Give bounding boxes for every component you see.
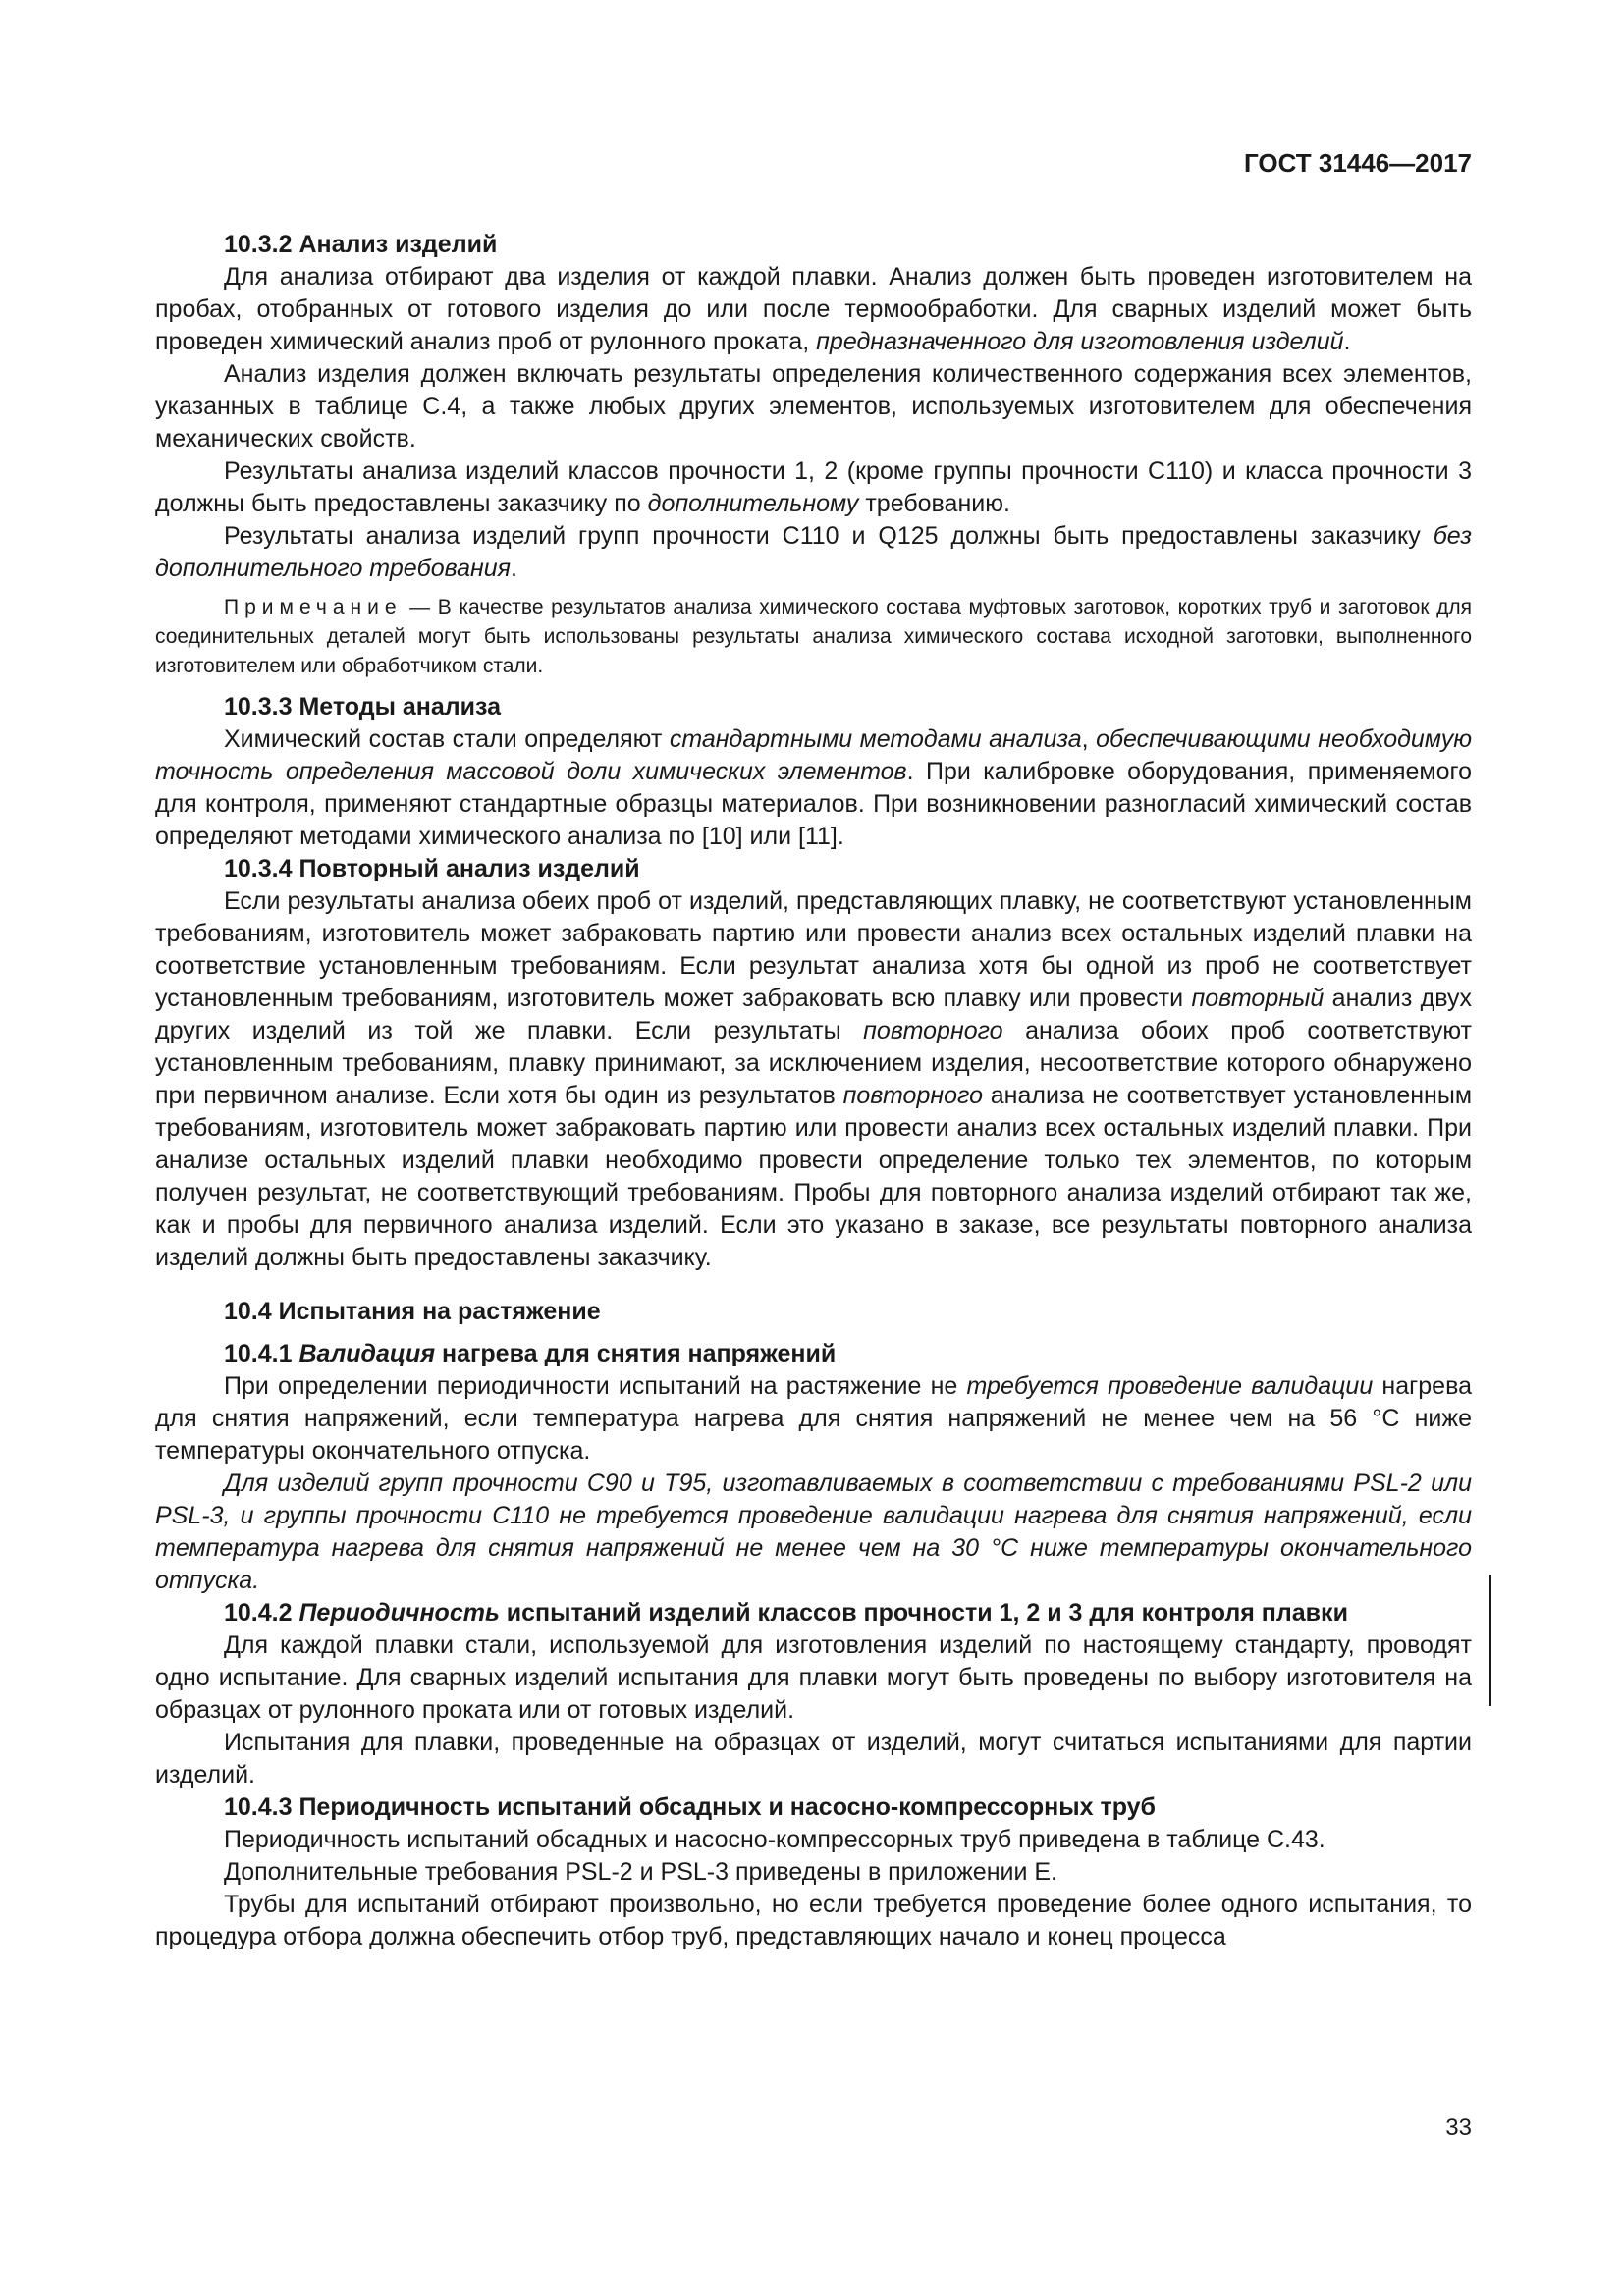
- paragraph-italic: Для изделий групп прочности С90 и Т95, изготавливаемых в соответствии с требованиями PSL-2 или PSL-3, и группы прочности С110 не требуется проведение валидации нагрева для снятия напряжений, если температура нагрева для снятия напряжений не менее чем на 30 °С ниже температуры окончательного отпуска.: [155, 1469, 1472, 1594]
- paragraph: Результаты анализа изделий классов прочности 1, 2 (кроме группы прочности С110) и класса прочности 3 должны быть предоставлены заказчику по дополнительному требованию.: [155, 457, 1472, 517]
- section-heading-10-3-2: 10.3.2 Анализ изделий: [224, 231, 498, 258]
- section-heading-10-4-3: 10.4.3 Периодичность испытаний обсадных и насосно-компрессорных труб: [224, 1793, 1156, 1821]
- paragraph: Анализ изделия должен включать результаты определения количественного содержания всех элементов, указанных в таблице С.4, а также любых других элементов, используемых изготовителем для обеспечения механических свойств.: [155, 360, 1472, 453]
- paragraph: Дополнительные требования PSL-2 и PSL-3 приведены в приложении Е.: [224, 1858, 1057, 1886]
- note: Примечание — В качестве результатов анализа химического состава муфтовых заготовок, коротких труб и заготовок для соединительных деталей могут быть использованы результаты анализа химического состава исходной заготовки, выполненного изготовителем или обработчиком стали.: [155, 596, 1472, 677]
- paragraph: Испытания для плавки, проведенные на образцах от изделий, могут считаться испытаниями для партии изделий.: [155, 1729, 1472, 1789]
- paragraph: При определении периодичности испытаний на растяжение не требуется проведение валидации нагрева для снятия напряжений, если температура нагрева для снятия напряжений не менее чем на 56 °С ниже температуры окончательного отпуска.: [155, 1372, 1472, 1465]
- standard-code: ГОСТ 31446—2017: [1244, 148, 1472, 178]
- paragraph: Трубы для испытаний отбирают произвольно, но если требуется проведение более одного испытания, то процедура отбора должна обеспечить отбор труб, представляющих начало и конец процесса: [155, 1891, 1472, 1950]
- paragraph: Для каждой плавки стали, используемой для изготовления изделий по настоящему стандарту, проводят одно испытание. Для сварных изделий испытания для плавки могут быть проведены по выбору изготовителя на образцах от рулонного проката или от готовых изделий.: [155, 1631, 1472, 1724]
- paragraph: Химический состав стали определяют стандартными методами анализа, обеспечивающими необходимую точность определения массовой доли химических элементов. При калибровке оборудования, применяемого для контроля, применяют стандартные образцы материалов. При возникновении разногласий химический состав определяют методами химического анализа по [10] или [11].: [155, 725, 1472, 850]
- section-heading-10-4-2: 10.4.2 Периодичность испытаний изделий классов прочности 1, 2 и 3 для контроля плавки: [224, 1599, 1348, 1627]
- section-heading-10-3-4: 10.3.4 Повторный анализ изделий: [224, 855, 640, 882]
- paragraph: Для анализа отбирают два изделия от каждой плавки. Анализ должен быть проведен изготовителем на пробах, отобранных от готового изделия до или после термообработки. Для сварных изделий может быть проведен химический анализ проб от рулонного проката, предназначенного для изготовления изделий.: [155, 263, 1472, 355]
- page-number: 33: [1445, 2114, 1472, 2141]
- note-label: Примечание: [224, 596, 403, 618]
- paragraph: Результаты анализа изделий групп прочности С110 и Q125 должны быть предоставлены заказчику без дополнительного требования.: [155, 522, 1472, 582]
- section-heading-10-3-3: 10.3.3 Методы анализа: [224, 693, 502, 721]
- change-bar: [1489, 1575, 1491, 1706]
- document-body: [155, 229, 1472, 1953]
- section-heading-10-4-1: 10.4.1 Валидация нагрева для снятия напряжений: [224, 1340, 837, 1367]
- paragraph: Если результаты анализа обеих проб от изделий, представляющих плавку, не соответствуют установленным требованиям, изготовитель может забраковать партию или провести анализ всех остальных изделий плавки на соответствие установленным требованиям. Если результат анализа хотя бы одной из проб не соответствует установленным требованиям, изготовитель может забраковать всю плавку или провести повторный анализ двух других изделий из той же плавки. Если результаты повторного анализа обоих проб соответствуют установленным требованиям, плавку принимают, за исключением изделия, несоответствие которого обнаружено при первичном анализе. Если хотя бы один из результатов повторного анализа не соответствует установленным требованиям, изготовитель может забраковать партию или провести анализ всех остальных изделий плавки. При анализе остальных изделий плавки необходимо провести определение только тех элементов, по которым получен результат, не соответствующий требованиям. Пробы для повторного анализа изделий отбирают так же, как и пробы для первичного анализа изделий. Если это указано в заказе, все результаты повторного анализа изделий должны быть предоставлены заказчику.: [155, 887, 1473, 1271]
- section-heading-10-4: 10.4 Испытания на растяжение: [224, 1298, 601, 1325]
- paragraph: Периодичность испытаний обсадных и насосно-компрессорных труб приведена в таблице С.43.: [224, 1826, 1325, 1853]
